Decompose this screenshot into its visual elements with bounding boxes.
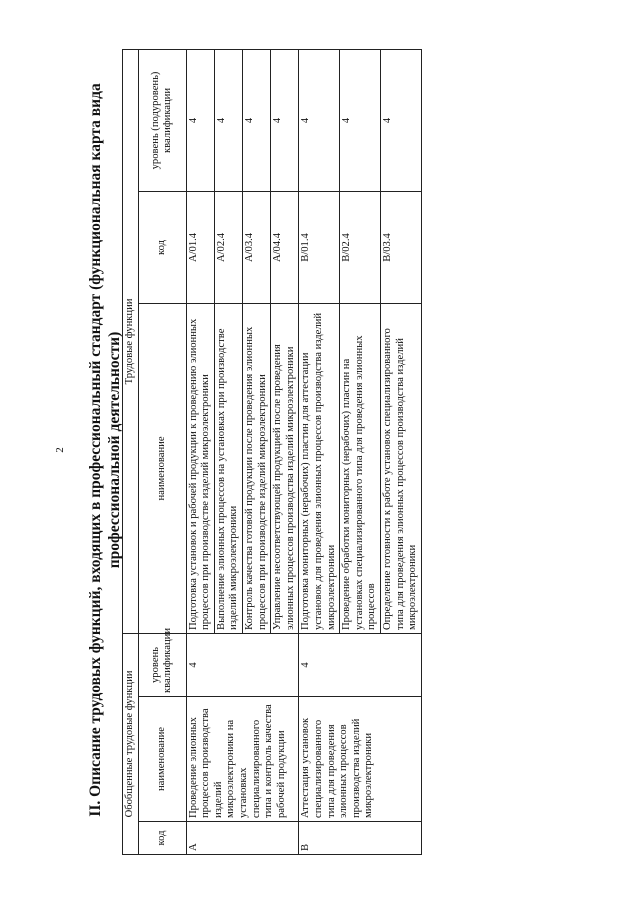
function-code: B/02.4 [340,191,381,303]
function-name: Проведение обработки мониторных (нерабочих) пластин на установках специализированного типа для проведения элионных процессов [340,303,381,633]
g-level-a: 4 [186,633,299,696]
g-code-a: A [186,822,299,855]
header-labor-name: наименование [138,303,186,633]
function-level: 4 [186,49,214,191]
functions-table [122,49,422,855]
g-name-b: Аттестация установок специализированного типа для проведения элионных процессов производства изделий микроэлектроники [299,697,421,822]
function-name: Управление несоответствующей продукцией после проведения элионных процессов производства изделий микроэлектроники [271,303,299,633]
function-level: 4 [380,49,421,191]
function-code: A/03.4 [242,191,270,303]
function-level: 4 [242,49,270,191]
header-level: уровень квалификации [138,633,186,696]
header-labor: Трудовые функции [123,49,139,633]
header-labor-code: код [138,191,186,303]
rotated-content [20,20,620,880]
header-name: наименование [138,697,186,822]
header-code: код [138,822,186,855]
function-code: B/01.4 [299,191,340,303]
function-level: 4 [214,49,242,191]
function-code: B/03.4 [380,191,421,303]
function-level: 4 [340,49,381,191]
title-line-1: II. Описание трудовых функций, входящих в профессиональный стандарт (функциональная карта вида [87,83,104,817]
function-name: Контроль качества готовой продукции после проведения элионных процессов при производстве изделий микроэлектроники [242,303,270,633]
header-generalized: Обобщенные трудовые функции [123,633,139,854]
g-level-b: 4 [299,633,421,696]
function-code: A/02.4 [214,191,242,303]
function-name: Подготовка мониторных (нерабочих) пластин для аттестации установок для проведения элионных процессов производства изделий микроэлектроники [299,303,340,633]
page-title [86,40,124,860]
title-line-2: профессиональной деятельности) [106,331,123,569]
function-level: 4 [271,49,299,191]
function-name: Выполнение элионных процессов на установках при производстве изделий микроэлектроники [214,303,242,633]
function-name: Определение готовности к работе установок специализированного типа для проведения элионных процессов производства изделий микроэлектроники [380,303,421,633]
table-row [186,49,214,854]
function-code: A/04.4 [271,191,299,303]
page-number: 2 [54,447,66,453]
g-code-b: B [299,822,421,855]
function-name: Подготовка установок и рабочей продукции к проведению элионных процессов при производстве изделий микроэлектроники [186,303,214,633]
function-code: A/01.4 [186,191,214,303]
function-level: 4 [299,49,340,191]
header-labor-level: уровень (подуровень) квалификации [138,49,186,191]
table-row [299,49,340,854]
g-name-a: Проведение элионных процессов производства изделий микроэлектроники на установках специализированного типа и контроль качества рабочей продукции [186,697,299,822]
